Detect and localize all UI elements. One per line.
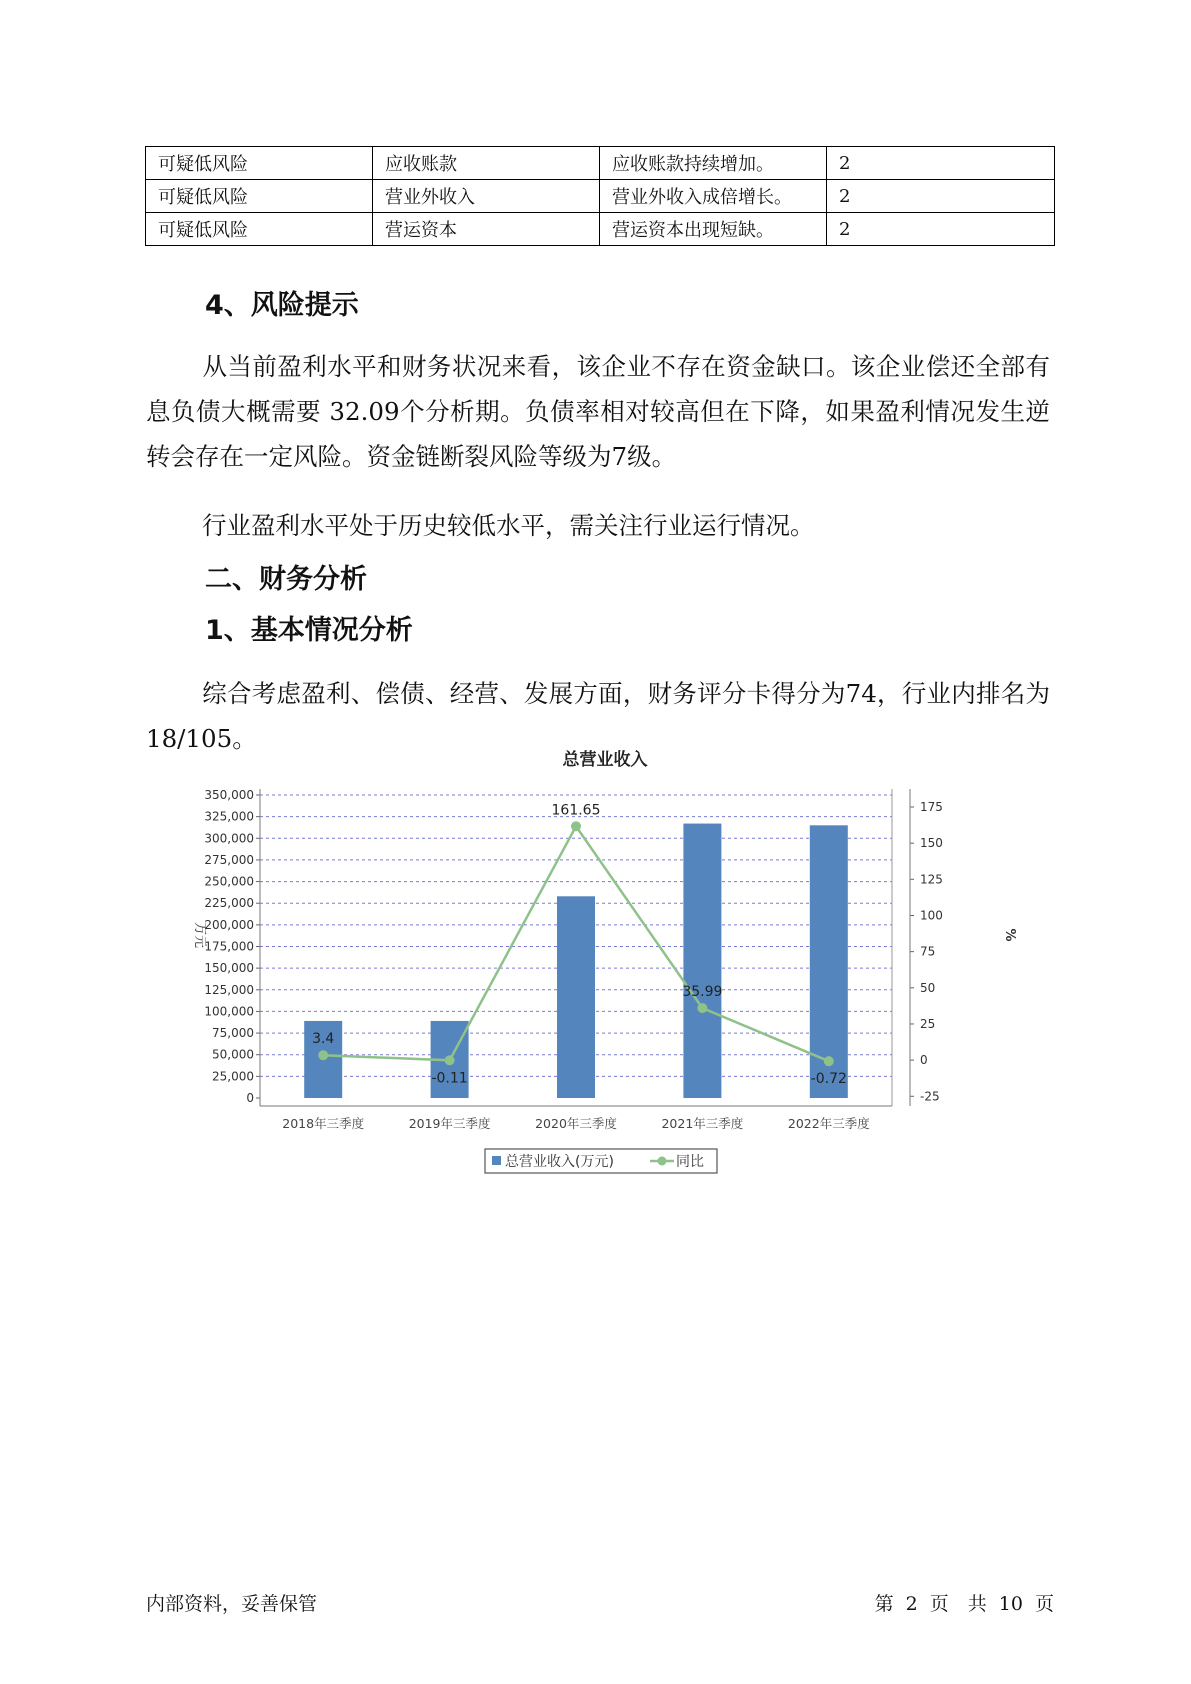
basic-paragraph-text: 综合考虑盈利、偿债、经营、发展方面，财务评分卡得分为74，行业内排名为18/105。 [146,679,1050,753]
footer-page-number: 第 2 页 共 10 页 [874,1593,1054,1615]
yoy-point [697,1003,707,1013]
y2-tick-label: 75 [920,944,936,959]
table-cell: 营运资本出现短缺。 [600,213,827,246]
basic-paragraph [146,671,1050,761]
x-tick-label: 2018年三季度 [282,1116,365,1131]
table-cell: 2 [827,213,1055,246]
y2-tick-label: 50 [920,980,936,995]
y2-tick-label: 175 [920,800,943,814]
table-cell: 2 [827,180,1055,213]
y-tick-label: 325,000 [204,809,254,824]
risk-heading: 4、风险提示 [205,290,359,321]
legend-line-label: 同比 [676,1154,704,1170]
risk-paragraph-2 [146,503,1050,548]
y-tick-label: 200,000 [204,917,254,932]
table-cell: 应收账款持续增加。 [600,147,827,180]
risk-paragraph-1-text: 从当前盈利水平和财务状况来看，该企业不存在资金缺口。该企业偿还全部有息负债大概需要 32.09个分析期。负债率相对较高但在下降，如果盈利情况发生逆转会存在一定风险。资金链断裂风险等级为7级。 [146,352,1050,471]
table-cell: 营业外收入成倍增长。 [600,180,827,213]
data-label: 161.65 [551,802,601,819]
table-cell: 2 [827,147,1055,180]
y-axis-label: 万元 [192,921,207,949]
y-tick-label: 275,000 [204,852,254,867]
y-tick-label: 150,000 [204,961,254,976]
y2-tick-label: -25 [920,1089,940,1104]
y-tick-label: 0 [246,1091,254,1105]
x-tick-label: 2020年三季度 [535,1116,617,1131]
y2-tick-label: 100 [920,908,943,923]
y2-tick-label: 150 [920,836,943,851]
y-tick-label: 250,000 [204,874,254,889]
table-cell: 可疑低风险 [146,180,373,213]
data-label: -0.72 [810,1071,847,1088]
x-tick-label: 2021年三季度 [661,1116,744,1131]
bar [683,824,721,1098]
y2-tick-label: 0 [920,1053,928,1068]
x-tick-label: 2022年三季度 [787,1116,870,1131]
basic-analysis-heading: 1、基本情况分析 [205,615,413,646]
y2-tick-label: 25 [920,1016,936,1031]
risk-paragraph-2-text: 行业盈利水平处于历史较低水平，需关注行业运行情况。 [202,511,815,540]
yoy-point [445,1055,455,1065]
bar [557,896,595,1098]
chart-title: 总营业收入 [562,750,648,770]
y2-tick-label: 125 [920,872,943,887]
y-tick-label: 300,000 [204,831,254,846]
table-row [146,213,1055,246]
risk-paragraph-1 [146,344,1050,479]
table-cell: 营运资本 [373,213,600,246]
table-row [146,180,1055,213]
legend-bar-swatch [492,1156,501,1165]
table-cell: 可疑低风险 [146,213,373,246]
table-cell: 可疑低风险 [146,147,373,180]
table-cell: 应收账款 [373,147,600,180]
yoy-point [571,821,581,831]
legend-line-marker [658,1157,667,1166]
y2-axis-label: % [1002,928,1017,942]
y-tick-label: 25,000 [212,1069,254,1084]
y-tick-label: 225,000 [204,896,254,911]
revenue-chart-svg [180,750,1030,1245]
x-tick-label: 2019年三季度 [408,1116,491,1131]
footer-confidential: 内部资料，妥善保管 [146,1593,318,1615]
data-label: 3.4 [312,1031,335,1048]
risk-table [145,146,1055,246]
legend-bar-label: 总营业收入(万元) [505,1154,614,1170]
revenue-chart [180,750,1030,1245]
y-tick-label: 350,000 [204,788,254,802]
y-tick-label: 75,000 [212,1026,254,1041]
yoy-point [318,1050,328,1060]
y-tick-label: 50,000 [212,1047,254,1062]
table-row [146,147,1055,180]
data-label: 35.99 [682,984,723,1001]
y-tick-label: 100,000 [204,1004,254,1019]
y-tick-label: 175,000 [204,939,254,954]
yoy-point [824,1056,834,1066]
financial-analysis-heading: 二、财务分析 [205,564,367,595]
y-tick-label: 125,000 [204,982,254,997]
data-label: -0.11 [431,1070,468,1087]
table-cell: 营业外收入 [373,180,600,213]
